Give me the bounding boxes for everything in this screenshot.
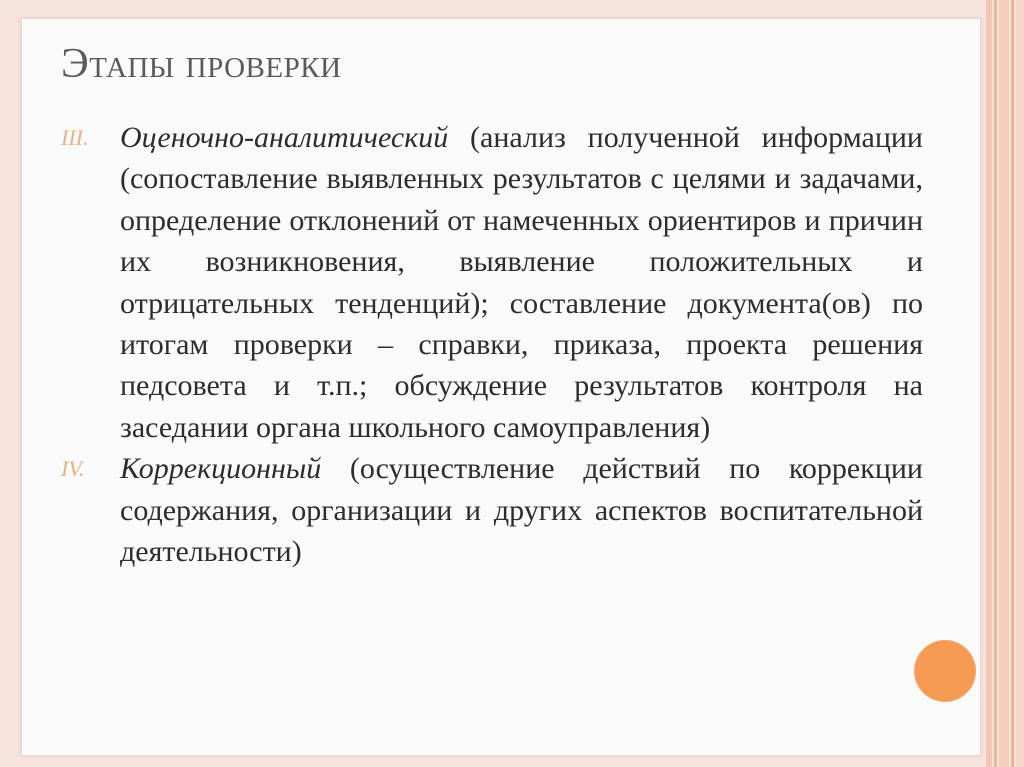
- stripe: [994, 0, 997, 767]
- slide-title: Этапы проверки: [61, 41, 342, 87]
- list-marker: IV.: [61, 456, 85, 482]
- list-item: [61, 117, 923, 448]
- stage-term: Оценочно-аналитический: [120, 121, 449, 154]
- stage-list: [61, 117, 923, 572]
- decorative-circle: [914, 640, 976, 702]
- decorative-stripes: [986, 0, 1024, 767]
- stripe: [1011, 0, 1014, 767]
- stage-description: (анализ полученной информации (сопоставление выявленных результатов с целями и задачами, определение отклонений от намеченных ориентиров и причин их возникновения, выявление положительных и отрицательных тенденций); составление документа(ов) по итогам проверки – справки, приказа, проекта решения педсовета и т.п.; обсуждение результатов контроля на заседании органа школьного самоуправления): [120, 121, 923, 444]
- stripe: [999, 0, 1009, 767]
- list-marker: III.: [61, 125, 89, 150]
- list-item: [61, 448, 923, 572]
- stage-term: Коррекционный: [120, 452, 322, 486]
- stage-description: (осуществление действий по коррекции содержания, организации и других аспектов воспитательной деятельности): [120, 452, 923, 569]
- stripe: [1016, 0, 1024, 767]
- stripe: [986, 0, 992, 767]
- list-item-text: [120, 448, 923, 572]
- list-item-text: [120, 117, 923, 448]
